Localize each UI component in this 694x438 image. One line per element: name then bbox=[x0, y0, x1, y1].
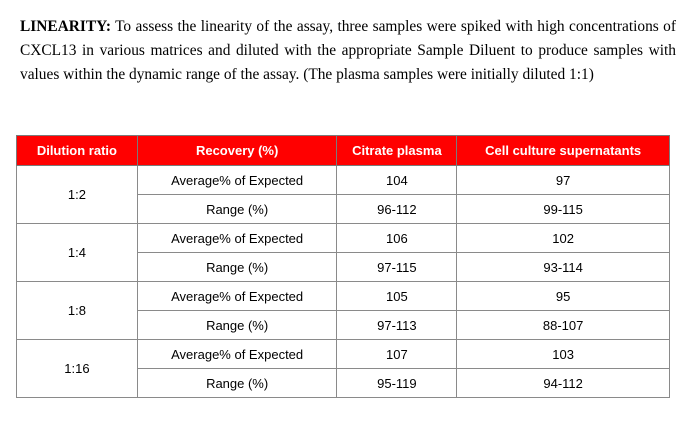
cell-culture-value-cell: 99-115 bbox=[457, 195, 670, 224]
cell-culture-value-cell: 95 bbox=[457, 282, 670, 311]
header-citrate-plasma: Citrate plasma bbox=[337, 136, 457, 166]
citrate-value-cell: 107 bbox=[337, 340, 457, 369]
cell-culture-value-cell: 102 bbox=[457, 224, 670, 253]
citrate-value-cell: 97-113 bbox=[337, 311, 457, 340]
citrate-value-cell: 106 bbox=[337, 224, 457, 253]
recovery-label-cell: Range (%) bbox=[137, 195, 337, 224]
dilution-cell: 1:16 bbox=[17, 340, 138, 398]
recovery-label-cell: Range (%) bbox=[137, 253, 337, 282]
recovery-label-cell: Average% of Expected bbox=[137, 166, 337, 195]
linearity-paragraph bbox=[20, 15, 676, 87]
header-recovery: Recovery (%) bbox=[137, 136, 337, 166]
table-row bbox=[17, 282, 670, 311]
citrate-value-cell: 105 bbox=[337, 282, 457, 311]
citrate-value-cell: 104 bbox=[337, 166, 457, 195]
table-row bbox=[17, 340, 670, 369]
citrate-value-cell: 97-115 bbox=[337, 253, 457, 282]
linearity-description: To assess the linearity of the assay, three samples were spiked with high concentrations of CXCL13 in various matrices and diluted with the appropriate Sample Diluent to produce samples with values within the dynamic range of the assay. (The plasma samples were initially diluted 1:1) bbox=[20, 18, 676, 83]
cell-culture-value-cell: 88-107 bbox=[457, 311, 670, 340]
recovery-label-cell: Range (%) bbox=[137, 311, 337, 340]
cell-culture-value-cell: 93-114 bbox=[457, 253, 670, 282]
recovery-label-cell: Range (%) bbox=[137, 369, 337, 398]
dilution-cell: 1:8 bbox=[17, 282, 138, 340]
linearity-heading: LINEARITY: bbox=[20, 18, 111, 35]
dilution-cell: 1:2 bbox=[17, 166, 138, 224]
table-row bbox=[17, 224, 670, 253]
header-dilution-ratio: Dilution ratio bbox=[17, 136, 138, 166]
recovery-label-cell: Average% of Expected bbox=[137, 340, 337, 369]
recovery-label-cell: Average% of Expected bbox=[137, 224, 337, 253]
cell-culture-value-cell: 103 bbox=[457, 340, 670, 369]
dilution-cell: 1:4 bbox=[17, 224, 138, 282]
recovery-label-cell: Average% of Expected bbox=[137, 282, 337, 311]
table-row bbox=[17, 166, 670, 195]
cell-culture-value-cell: 97 bbox=[457, 166, 670, 195]
table-header-row bbox=[17, 136, 670, 166]
linearity-table bbox=[16, 135, 670, 398]
cell-culture-value-cell: 94-112 bbox=[457, 369, 670, 398]
citrate-value-cell: 95-119 bbox=[337, 369, 457, 398]
citrate-value-cell: 96-112 bbox=[337, 195, 457, 224]
header-cell-culture: Cell culture supernatants bbox=[457, 136, 670, 166]
